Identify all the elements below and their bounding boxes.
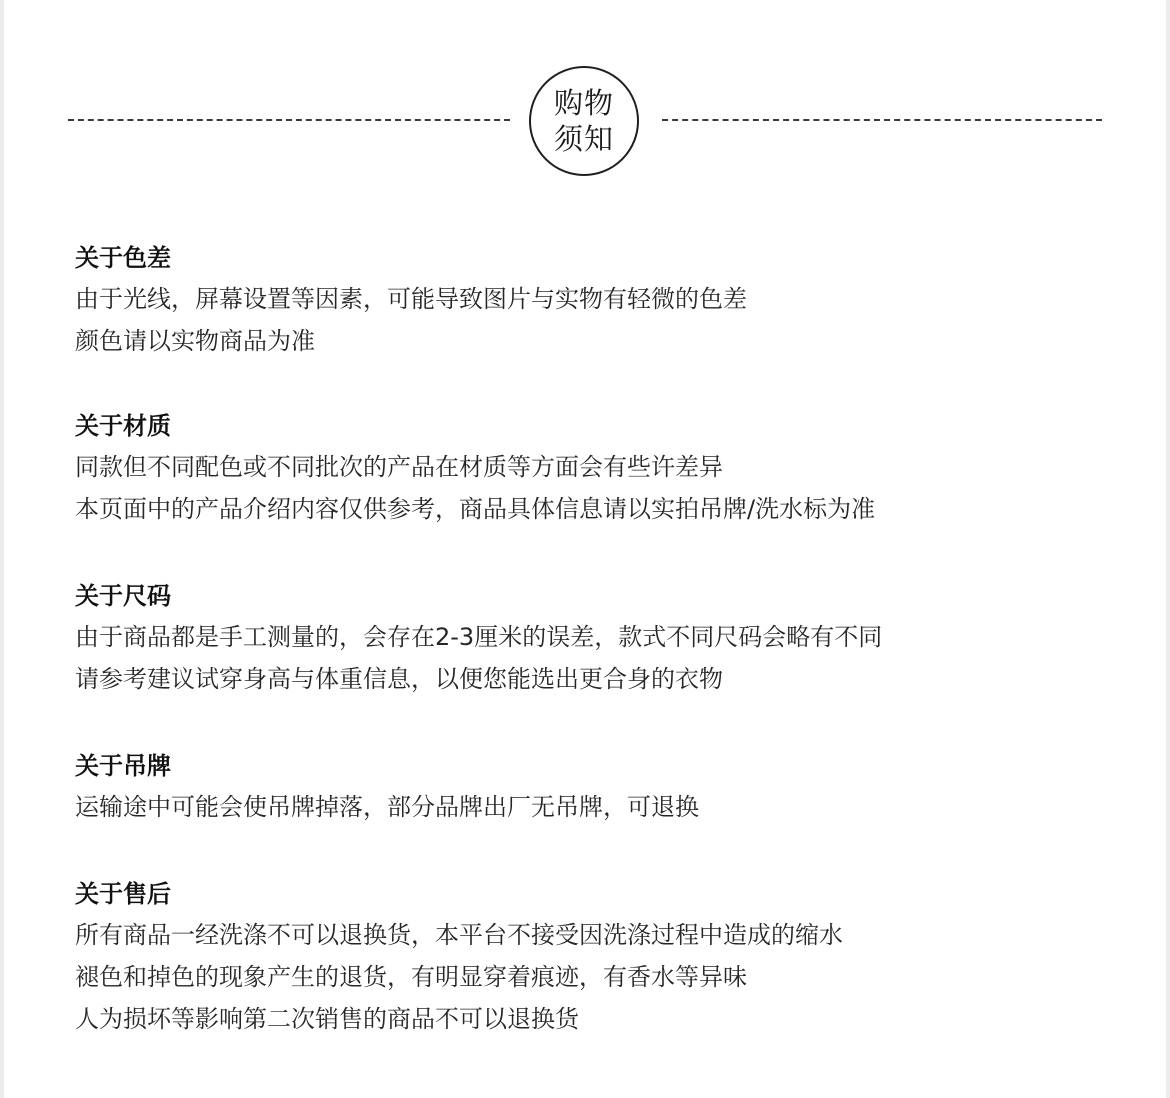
section-line: 同款但不同配色或不同批次的产品在材质等方面会有些许差异 — [75, 453, 723, 481]
section-title: 关于尺码 — [75, 582, 171, 610]
badge-line-2: 须知 — [553, 122, 614, 156]
section-tag — [75, 746, 699, 828]
section-material — [75, 406, 875, 530]
shopping-notice-header — [0, 66, 1170, 178]
section-line: 请参考建议试穿身高与体重信息，以便您能选出更合身的衣物 — [75, 665, 723, 693]
section-title: 关于吊牌 — [75, 752, 171, 780]
section-color-difference — [75, 238, 747, 362]
section-size — [75, 576, 882, 700]
section-line: 运输途中可能会使吊牌掉落，部分品牌出厂无吊牌，可退换 — [75, 793, 699, 821]
section-title: 关于材质 — [75, 412, 171, 440]
section-title: 关于售后 — [75, 880, 171, 908]
section-line: 颜色请以实物商品为准 — [75, 327, 315, 355]
section-line: 人为损坏等影响第二次销售的商品不可以退换货 — [75, 1005, 579, 1033]
section-line: 褪色和掉色的现象产生的退货，有明显穿着痕迹，有香水等异味 — [75, 963, 747, 991]
header-badge — [529, 66, 639, 176]
section-line: 由于商品都是手工测量的，会存在2-3厘米的误差，款式不同尺码会略有不同 — [75, 623, 883, 651]
section-title: 关于色差 — [75, 244, 171, 272]
section-line: 本页面中的产品介绍内容仅供参考，商品具体信息请以实拍吊牌/洗水标为准 — [75, 495, 876, 523]
section-after-sales — [75, 874, 843, 1040]
section-line: 所有商品一经洗涤不可以退换货，本平台不接受因洗涤过程中造成的缩水 — [75, 921, 843, 949]
badge-line-1: 购物 — [553, 86, 614, 120]
header-divider-right — [662, 119, 1102, 121]
section-line: 由于光线，屏幕设置等因素，可能导致图片与实物有轻微的色差 — [75, 285, 747, 313]
header-divider-left — [68, 119, 510, 121]
